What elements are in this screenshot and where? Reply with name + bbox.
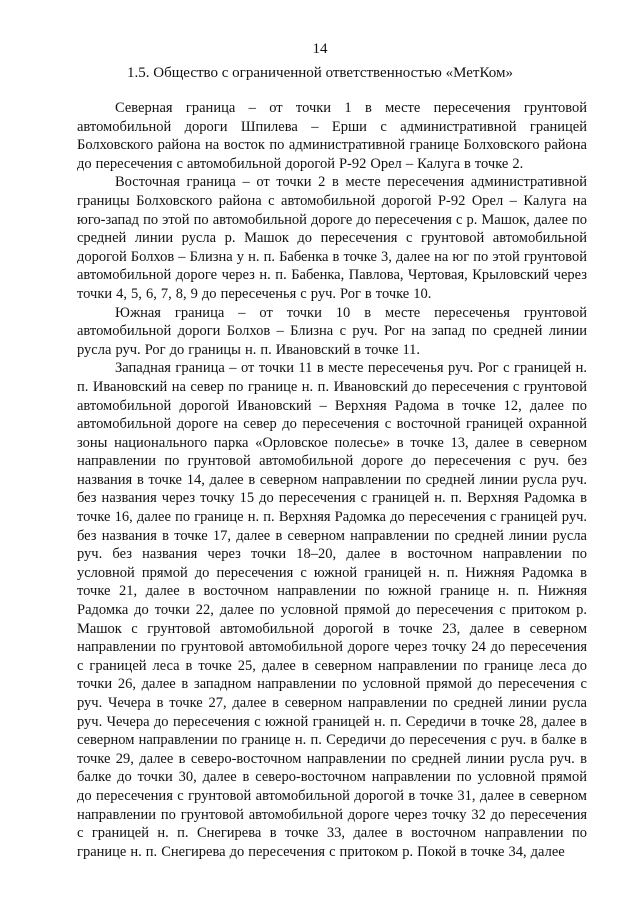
section-heading: 1.5. Общество с ограниченной ответственностью «МетКом» bbox=[127, 65, 513, 81]
paragraph-east-boundary: Восточная граница – от точки 2 в месте пересечения административной границы Болховского района с автомобильной дорогой Р-92 Орел – Калуга на юго-запад по этой по автомобильной дороге до пересечения с р. Машок, далее по средней линии русла р. Машок до пересечения с грунтовой автомобильной дорогой Болхов – Близна у н. п. Бабенка в точке 3, далее на юг по этой грунтовой автомобильной дороге через н. п. Бабенка, Павлова, Чертовая, Крыловский через точки 4, 5, 6, 7, 8, 9 до пересеченья с руч. Рог в точке 10. bbox=[77, 174, 587, 302]
paragraph-west-boundary: Западная граница – от точки 11 в месте пересеченья руч. Рог с границей н. п. Ивановский на север по границе н. п. Ивановский до пересечения с грунтовой автомобильной дорогой Ивановский – Верхняя Радома в точке 12, далее по автомобильной дороге на север до пересечения с восточной границей охранной зоны национального парка «Орловское полесье» в точке 13, далее в северном направлении по грунтовой автомобильной дороге до пересечения с руч. без названия в точке 14, далее в северном направлении по средней линии русла руч. без названия через точку 15 до пересечения с границей н. п. Верхняя Радомка в точке 16, далее по границе н. п. Верхняя Радомка до пересечения с границей руч. без названия в точке 17, далее в северном направлении по средней линии русла руч. без названия через точки 18–20, далее в восточном направлении по условной прямой до пересечения с южной границей н. п. Нижняя Радомка в точке 21, далее в восточном направлении по южной границе н. п. Нижняя Радомка до точки 22, далее по условной прямой до пересечения с притоком р. Машок с грунтовой автомобильной дорогой в точке 23, далее в северном направлении по грунтовой автомобильной дороге через точку 24 до пересечения с границей леса в точке 25, далее в северном направлении по границе леса до точки 26, далее в западном направлении по условной прямой до пересечения с руч. Чечера в точке 27, далее в северном направлении по средней линии русла руч. Чечера до пересечения с южной границей н. п. Середичи в точке 28, далее в северном направлении по границе н. п. Середичи до пересечения с руч. в балке в точке 29, далее в северо-восточном направлении по средней линии русла руч. в балке до точки 30, далее в северо-восточном направлении по условной прямой до пересечения с грунтовой автомобильной дорогой в точке 31, далее в северном направлении по грунтовой автомобильной дороге через точку 32 до пересечения с границей н. п. Снегирева в точке 33, далее в восточном направлении по границе н. п. Снегирева до пересечения с притоком р. Покой в точке 34, далее bbox=[77, 360, 587, 860]
page-number: 14 bbox=[312, 41, 328, 57]
paragraph-north-boundary: Северная граница – от точки 1 в месте пересечения грунтовой автомобильной дороги Шпилева – Ерши с административной границей Болховского района на восток по административной границе Болховского района до пересечения с автомобильной дорогой Р-92 Орел – Калуга в точке 2. bbox=[77, 100, 587, 172]
document-body bbox=[77, 99, 587, 861]
paragraph-south-boundary: Южная граница – от точки 10 в месте пересеченья грунтовой автомобильной дороги Болхов – Близна с руч. Рог на запад по средней линии русла руч. Рог до границы н. п. Ивановский в точке 11. bbox=[77, 304, 587, 358]
